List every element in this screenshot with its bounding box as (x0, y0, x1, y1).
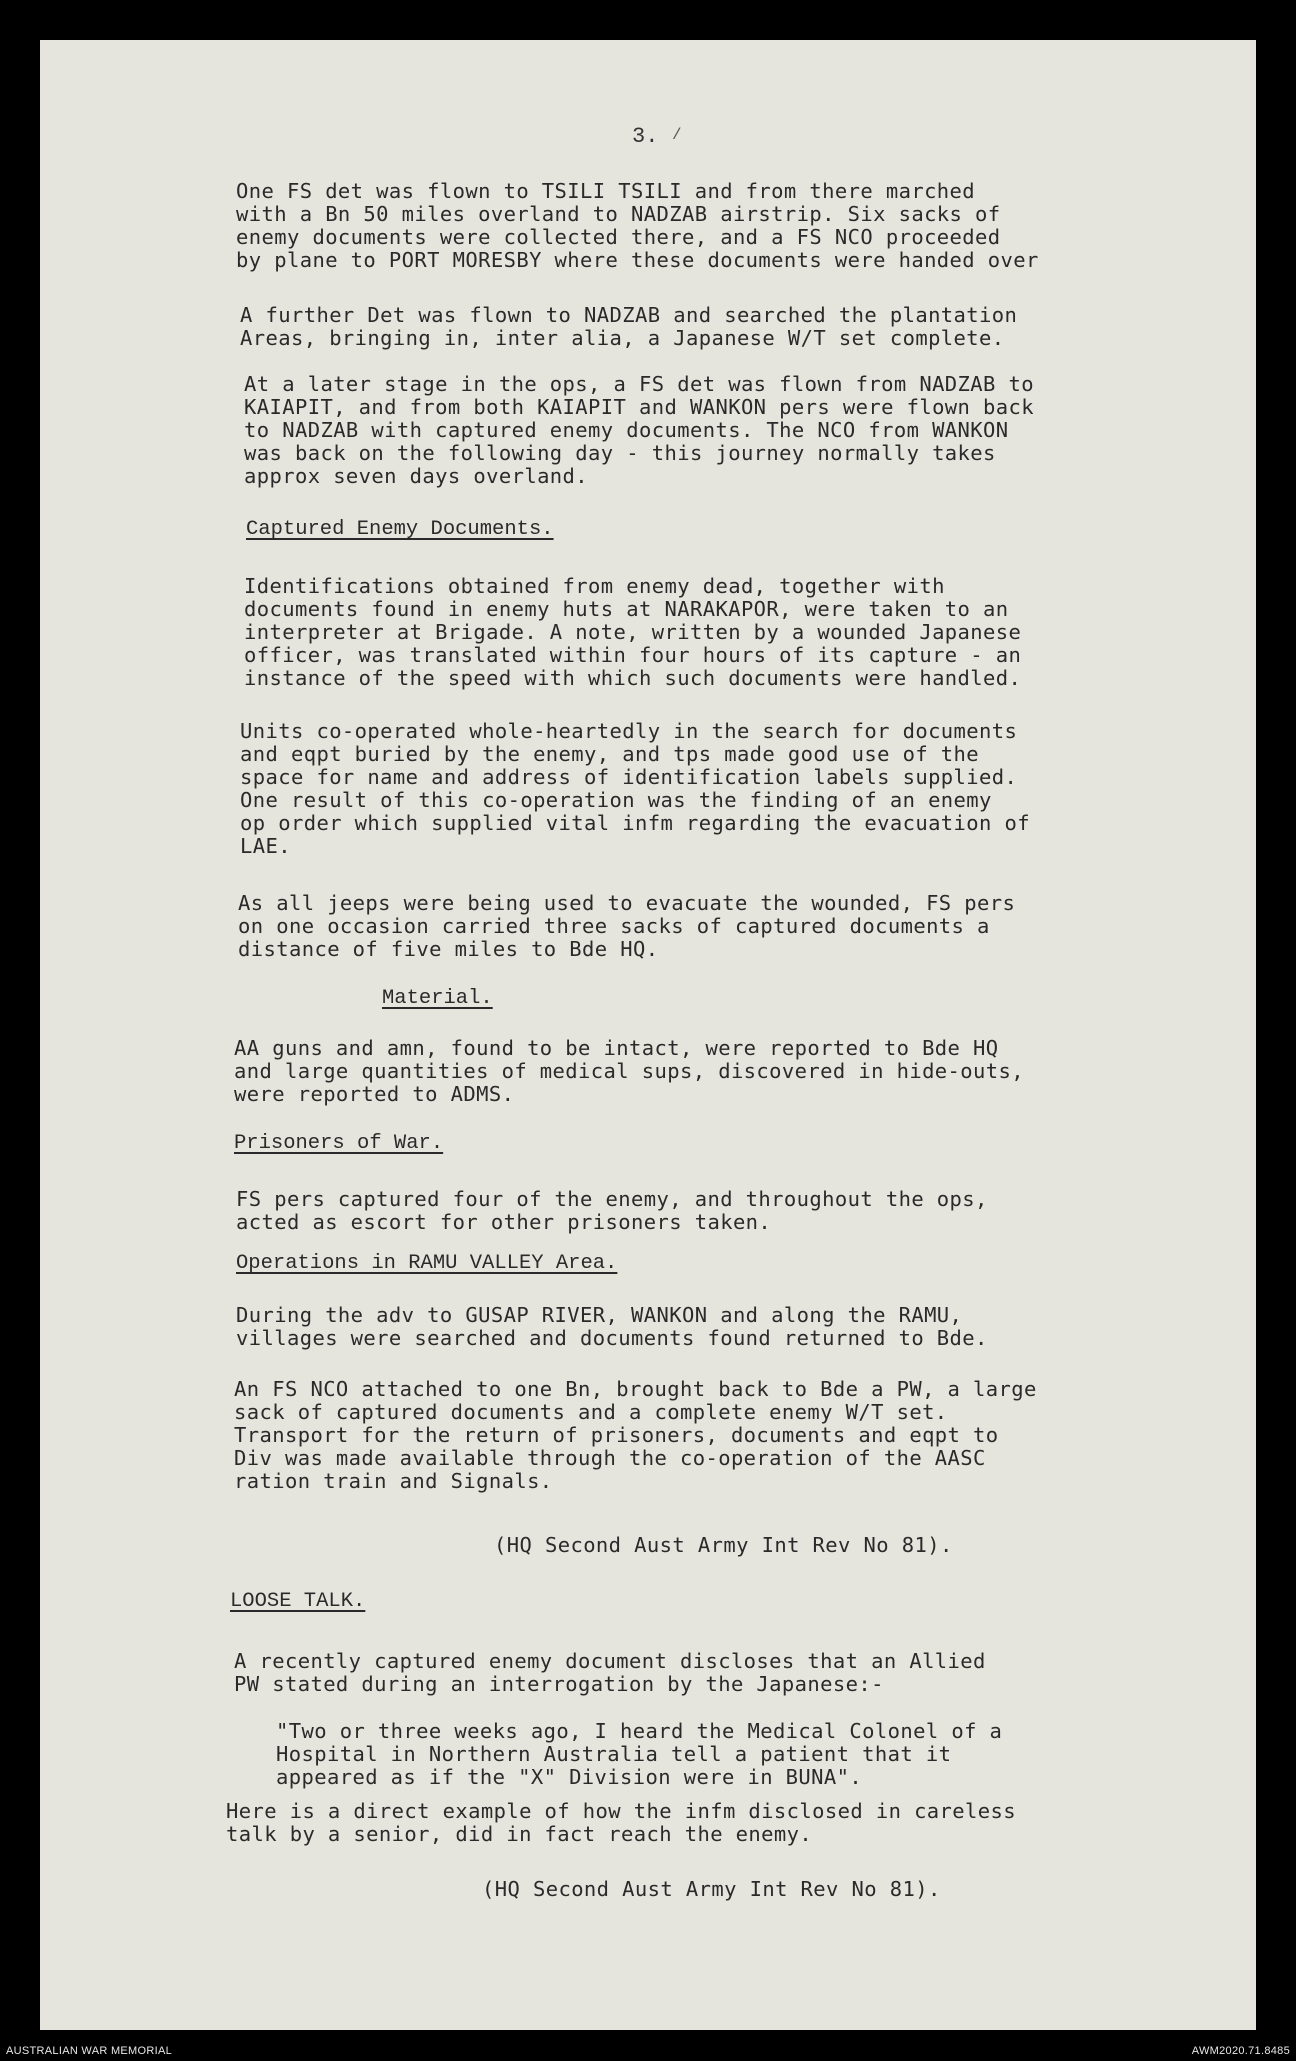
heading-prisoners-of-war: Prisoners of War. (234, 1132, 444, 1155)
paragraph-jeeps: As all jeeps were being used to evacuate the wounded, FS pers on one occasion carried three sacks of captured documents a distance of five miles to Bde HQ. (238, 891, 1016, 961)
footer-accession-number: AWM2020.71.8485 (1191, 2045, 1290, 2057)
paragraph-units-cooperated: Units co-operated whole-heartedly in the search for documents and eqpt buried by the enemy, and tps made good use of the space for name and address of identification labels supplied. One result of this co-operation was the finding of an enemy op order which supplied vital infm regarding the evacuation of LAE. (240, 719, 1031, 858)
heading-material: Material. (382, 987, 493, 1010)
margin-mark: / (672, 126, 682, 144)
paragraph-direct-example: Here is a direct example of how the infm disclosed in careless talk by a senior, did in fact reach the enemy. (226, 1799, 1017, 1846)
source-citation-2: (HQ Second Aust Army Int Rev No 81). (482, 1877, 941, 1901)
paragraph-further-det: A further Det was flown to NADZAB and searched the plantation Areas, bringing in, inter alia, a Japanese W/T set complete. (240, 303, 1018, 350)
paragraph-later-stage: At a later stage in the ops, a FS det was flown from NADZAB to KAIAPIT, and from both KAIAPIT and WANKON pers were flown back to NADZAB with captured enemy documents. The NCO from WANKON was back on the following day - this journey normally takes approx seven days overland. (244, 372, 1035, 488)
quotation: "Two or three weeks ago, I heard the Medical Colonel of a Hospital in Northern Australia tell a patient that it appeared as if the "X" Division were in BUNA". (276, 1719, 1003, 1789)
paragraph-adv-gusap: During the adv to GUSAP RIVER, WANKON and along the RAMU, villages were searched and documents found returned to Bde. (236, 1303, 988, 1350)
paragraph-identifications: Identifications obtained from enemy dead, together with documents found in enemy huts at NARAKAPOR, were taken to an interpreter at Brigade. A note, written by a wounded Japanese officer, was translated within four hours of its capture - an instance of the speed with which such documents were handled. (244, 574, 1022, 690)
paragraph-fs-nco-attached: An FS NCO attached to one Bn, brought back to Bde a PW, a large sack of captured documents and a complete enemy W/T set. Transport for the return of prisoners, documents and eqpt to Div was made available through the co-operation of the AASC ration train and Signals. (234, 1377, 1037, 1493)
paragraph-aa-guns: AA guns and amn, found to be intact, were reported to Bde HQ and large quantities of medical sups, discovered in hide-outs, were reported to ADMS. (234, 1036, 1025, 1106)
footer-institution: AUSTRALIAN WAR MEMORIAL (6, 2045, 173, 2057)
heading-loose-talk: LOOSE TALK. (230, 1590, 366, 1613)
page-number: 3. (632, 124, 659, 149)
paragraph-fs-pers-captured: FS pers captured four of the enemy, and throughout the ops, acted as escort for other prisoners taken. (236, 1187, 988, 1234)
paragraph-recently-captured: A recently captured enemy document discloses that an Allied PW stated during an interrogation by the Japanese:- (234, 1649, 986, 1696)
document-page (40, 40, 1256, 2030)
paragraph-det-flown-tsili: One FS det was flown to TSILI TSILI and from there marched with a Bn 50 miles overland to NADZAB airstrip. Six sacks of enemy documents were collected there, and a FS NCO proceeded by plane to PORT MORESBY where these documents were handed over (236, 179, 1039, 272)
source-citation-1: (HQ Second Aust Army Int Rev No 81). (494, 1533, 953, 1557)
heading-operations-ramu: Operations in RAMU VALLEY Area. (236, 1252, 618, 1275)
heading-captured-enemy-documents: Captured Enemy Documents. (246, 518, 554, 541)
